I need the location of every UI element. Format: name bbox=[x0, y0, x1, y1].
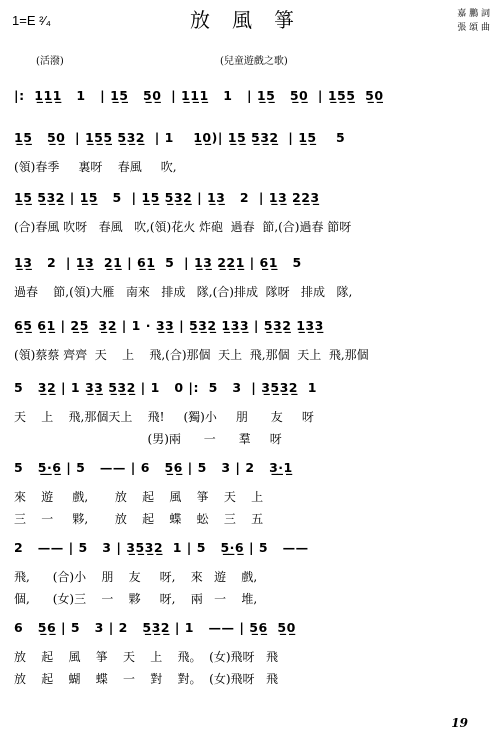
lyric-line: 三 一 夥, 放 起 蝶 蚣 三 五 bbox=[14, 512, 264, 526]
notation-line: 2 —— | 5 3 | 3̲5̲3̲2̲ 1 | 5 5̲·̲6̲ | 5 —— bbox=[14, 540, 309, 555]
notation-line: 1̲5̲ 5̲3̲2̲ | 1̲5̲ 5 | 1̲5̲ 5̲3̲2̲ | 1̲3̲ 2 | 1̲3̲ 2̲2̲3̲ bbox=[14, 190, 320, 205]
notation-line: 5 3̲2̲ | 1 3̲3̲ 5̲3̲2̲ | 1 0 |: 5 3 | 3̲5̲3̲2̲ 1 bbox=[14, 380, 317, 395]
song-subtitle: (兒童遊戲之歌) bbox=[220, 56, 288, 67]
lyric-line: 天 上 飛,那個天上 飛! (獨)小 朋 友 呀 bbox=[14, 410, 314, 424]
lyric-line: 來 遊 戲, 放 起 風 箏 天 上 bbox=[14, 490, 264, 504]
key-signature: 1=E ²⁄₄ bbox=[12, 13, 51, 28]
composer-credit: 張 頌 曲 bbox=[457, 23, 490, 33]
lyric-line: (合)春風 吹呀 春風 吹,(領)花火 炸砲 過春 節,(合)過春 節呀 bbox=[14, 220, 352, 234]
lyric-line: 放 起 風 箏 天 上 飛。 (女)飛呀 飛 bbox=[14, 650, 278, 664]
lyric-line: (領)春季 裏呀 春風 吹, bbox=[14, 160, 177, 174]
lyricist-credit: 嘉 鵬 詞 bbox=[457, 9, 490, 19]
notation-line: 1̲5̲ 5̲0̲ | 1̲5̲5̲ 5̲3̲2̲ | 1 1̲0̲)| 1̲5̲ 5̲3̲2̲ | 1̲5̲ 5 bbox=[14, 130, 346, 145]
lyric-line: (男)兩 一 羣 呀 bbox=[14, 432, 282, 446]
notation-line: 6 5̲6̲ | 5 3 | 2 5̲3̲2̲ | 1 —— | 5̲6̲ 5̲0̲ bbox=[14, 620, 296, 635]
notation-line: |: 1̲1̲1̲ 1 | 1̲5̲ 5̲0̲ | 1̲1̲1̲ 1 | 1̲5̲ 5̲0̲ | 1̲5̲5̲ 5̲0̲ bbox=[14, 88, 384, 103]
lyric-line: 過春 節,(領)大雁 南來 排成 隊,(合)排成 隊呀 排成 隊, bbox=[14, 285, 353, 299]
song-title: 放風箏 bbox=[190, 8, 316, 32]
notation-line: 5 5̲·̲6̲ | 5 —— | 6 5̲6̲ | 5 3 | 2 3̲·̲1̲ bbox=[14, 460, 293, 475]
lyric-line: 放 起 蝴 蝶 一 對 對。 (女)飛呀 飛 bbox=[14, 672, 278, 686]
tempo-marking: (活潑) bbox=[36, 56, 64, 67]
notation-line: 1̲3̲ 2 | 1̲3̲ 2̲1̲ | 6̲1̲ 5 | 1̲3̲ 2̲2̲1̲ | 6̲1̲ 5 bbox=[14, 255, 302, 270]
lyric-line: 個, (女)三 一 夥 呀, 兩 一 堆, bbox=[14, 592, 258, 606]
page-number: 19 bbox=[451, 716, 468, 730]
lyric-line: (領)蔡蔡 齊齊 天 上 飛,(合)那個 天上 飛,那個 天上 飛,那個 bbox=[14, 348, 369, 362]
lyric-line: 飛, (合)小 朋 友 呀, 來 遊 戲, bbox=[14, 570, 258, 584]
notation-line: 6̲5̲ 6̲1̲ | 2̲5̲ 3̲2̲ | 1 · 3̲3̲ | 5̲3̲2̲ 1̲3̲3̲ | 5̲3̲2̲ 1̲3̲3̲ bbox=[14, 318, 324, 333]
